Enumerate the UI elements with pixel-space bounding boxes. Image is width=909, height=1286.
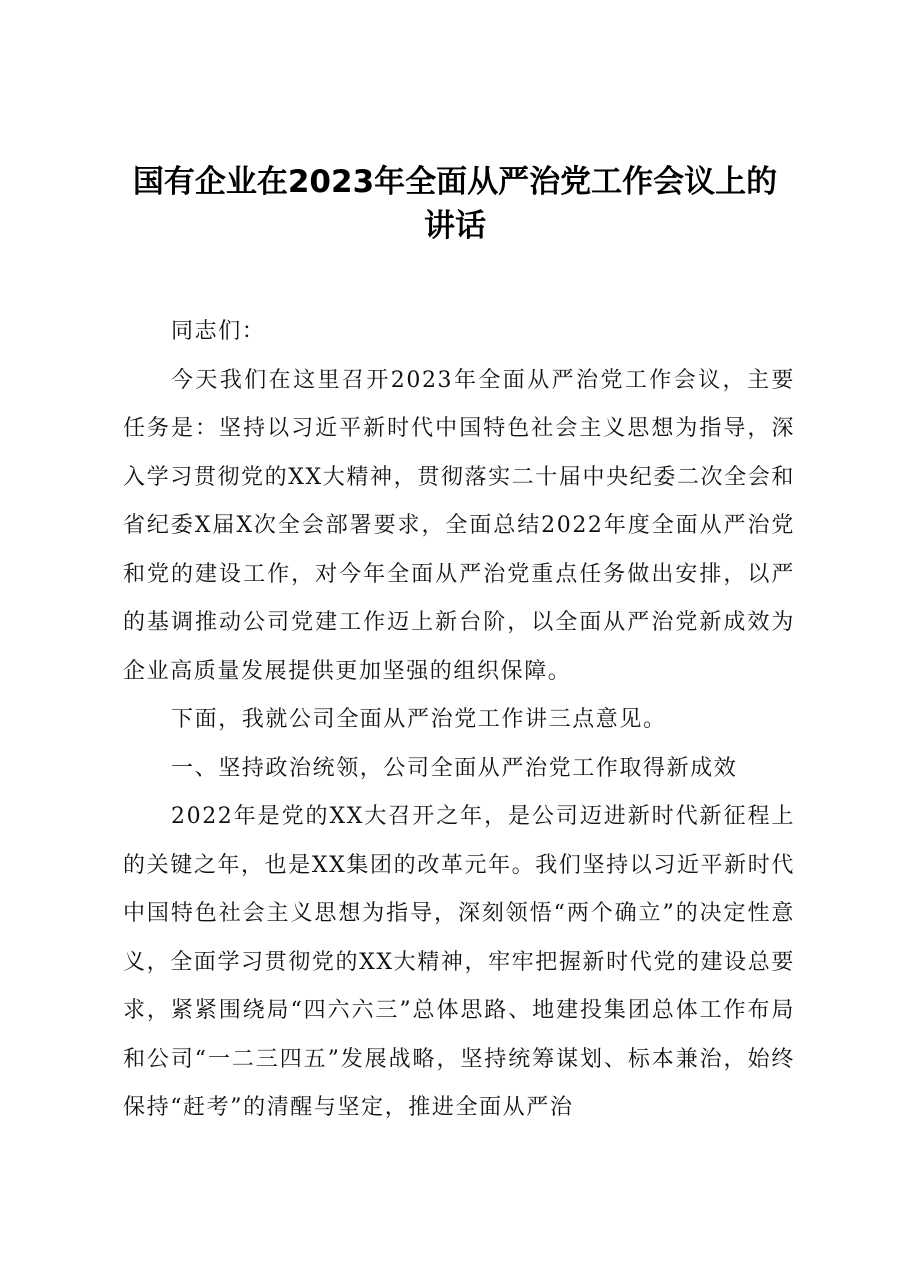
body-paragraph: 今天我们在这里召开2023年全面从严治党工作会议，主要任务是：坚持以习近平新时代中国特色社会主义思想为指导，深入学习贯彻党的XX大精神，贯彻落实二十届中央纪委二次全会和省纪委X届X次全会部署要求，全面总结2022年度全面从严治党和党的建设工作，对今年全面从严治党重点任务做出安排，以严的基调推动公司党建工作迈上新台阶，以全面从严治党新成效为企业高质量发展提供更加坚强的组织保障。 [123, 367, 795, 684]
body-paragraph: 下面，我就公司全面从严治党工作讲三点意见。 [171, 707, 667, 732]
body-paragraph: 2022年是党的XX大召开之年，是公司迈进新时代新征程上的关键之年，也是XX集团的改革元年。我们坚持以习近平新时代中国特色社会主义思想为指导，深刻领悟“两个确立”的决定性意义，全面学习贯彻党的XX大精神，牢牢把握新时代党的建设总要求，紧紧围绕局“四六六三”总体思路、地建投集团总体工作布局和公司“一二三四五”发展战略，坚持统筹谋划、标本兼治，始终保持“赶考”的清醒与坚定，推进全面从严治 [123, 804, 795, 1120]
document-body [123, 308, 795, 1133]
salutation-paragraph: 同志们： [171, 319, 266, 344]
document-title: 国有企业在2023年全面从严治党工作会议上的讲话 [132, 164, 778, 244]
section-heading: 一、坚持政治统领，公司全面从严治党工作取得新成效 [171, 755, 738, 781]
